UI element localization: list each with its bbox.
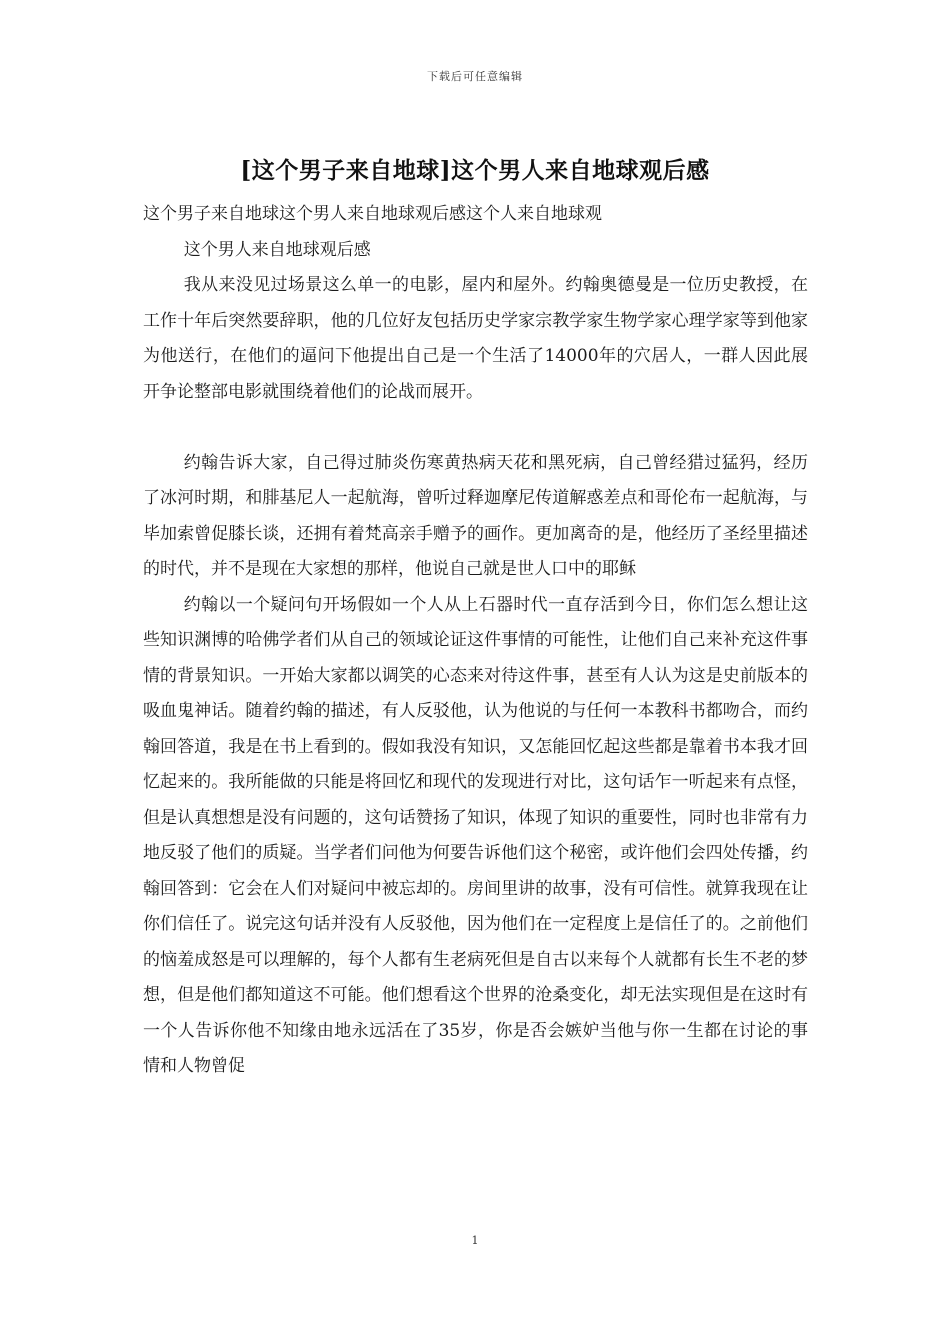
header-note: 下载后可任意编辑: [427, 70, 523, 83]
section-heading: 这个男人来自地球观后感: [183, 239, 371, 260]
body-paragraph: 约翰告诉大家，自己得过肺炎伤寒黄热病天花和黑死病，自己曾经猎过猛犸，经历了冰河时期，和腓基尼人一起航海，曾听过释迦摩尼传道解惑差点和哥伦布一起航海，与毕加索曾促膝长谈，还拥有着梵高亲手赠予的画作。更加离奇的是，他经历了圣经里描述的时代，并不是现在大家想的那样，他说自己就是世人口中的耶稣: [143, 452, 808, 579]
page-number: 1: [471, 1234, 479, 1247]
document-title: [这个男子来自地球]这个男人来自地球观后感: [240, 157, 710, 184]
body-paragraph: 我从来没见过场景这么单一的电影，屋内和屋外。约翰奥德曼是一位历史教授，在工作十年后突然要辞职，他的几位好友包括历史学家宗教学家生物学家心理学家等到他家为他送行，在他们的逼问下他提出自己是一个生活了14000年的穴居人，一群人因此展开争论整部电影就围绕着他们的论战而展开。: [143, 275, 808, 402]
paragraph-spacer: [143, 410, 808, 446]
document-body: [143, 197, 808, 1085]
document-subtitle: 这个男子来自地球这个男人来自地球观后感这个人来自地球观: [143, 204, 602, 224]
body-paragraph: 约翰以一个疑问句开场假如一个人从上石器时代一直存活到今日，你们怎么想让这些知识渊博的哈佛学者们从自己的领域论证这件事情的可能性，让他们自己来补充这件事情的背景知识。一开始大家都以调笑的心态来对待这件事，甚至有人认为这是史前版本的吸血鬼神话。随着约翰的描述，有人反驳他，认为他说的与任何一本教科书都吻合，而约翰回答道，我是在书上看到的。假如我没有知识，又怎能回忆起这些都是靠着书本我才回忆起来的。我所能做的只能是将回忆和现代的发现进行对比，这句话乍一听起来有点怪，但是认真想想是没有问题的，这句话赞扬了知识，体现了知识的重要性，同时也非常有力地反驳了他们的质疑。当学者们问他为何要告诉他们这个秘密，或许他们会四处传播，约翰回答到：它会在人们对疑问中被忘却的。房间里讲的故事，没有可信性。就算我现在让你们信任了。说完这句话并没有人反驳他，因为他们在一定程度上是信任了的。之前他们的恼羞成怒是可以理解的，每个人都有生老病死但是自古以来每个人就都有长生不老的梦想，但是他们都知道这不可能。他们想看这个世界的沧桑变化，却无法实现但是在这时有一个人告诉你他不知缘由地永远活在了35岁，你是否会嫉妒当他与你一生都在讨论的事情和人物曾促: [143, 594, 808, 1076]
